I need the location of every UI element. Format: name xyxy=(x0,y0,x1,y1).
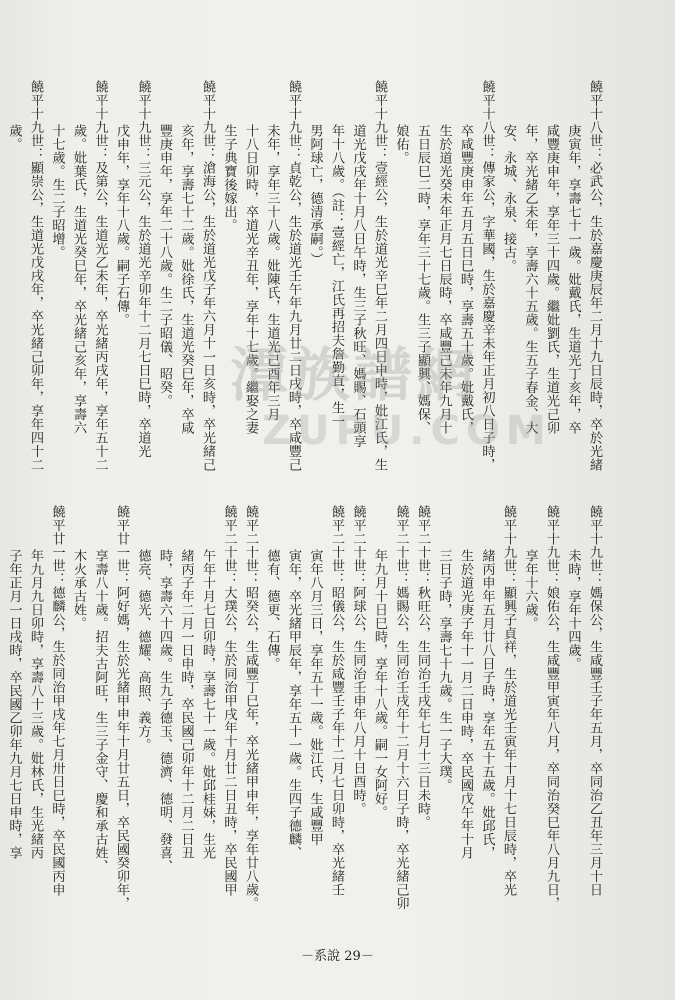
genealogy-entry xyxy=(132,505,240,945)
genealogy-entry xyxy=(154,80,219,500)
entry-line: 十七歲。生二子昭增。 xyxy=(49,123,65,259)
entry-line: 饒平十九世：及第公，生道光乙未年，卒光緒丙戌年，享年五十二 xyxy=(92,80,108,472)
entry-line: 歲。妣葉氏，生道光癸巳年，卒光緒己亥年，享壽六 xyxy=(71,123,86,435)
lower-entries xyxy=(3,505,605,945)
entry-line: 年十八歲。（註：壹經亡，江氏再招夫詹勤直，生一 xyxy=(329,123,344,428)
entry-line: 饒平廿一世：阿好媽，生於光緒甲申年十月廿五日，卒民國癸卯年， xyxy=(114,505,129,910)
entry-line: 午年十月七日卯時，享壽七十一歲。妣邱桂妹，生光 xyxy=(200,548,215,860)
genealogy-entry xyxy=(261,505,347,945)
entry-line: 三日子時，享壽七十九歲。生一子大璞。 xyxy=(436,548,452,792)
entry-line: 饒平十九世：壹經公，生於道光辛巳年二月四日申時，妣江氏，生 xyxy=(372,80,387,472)
entry-line: 咸豐庚申年，享年三十四歲。繼妣劉氏，生道光己卯 xyxy=(544,123,559,435)
entry-line: 饒平二十世：阿球公，生同治壬申年八月十日酉時。 xyxy=(350,505,366,816)
entry-line: 戊申年，享年十八歲。嗣子石傳。 xyxy=(114,123,129,327)
entry-line: 年九月十日巳時，享年十八歲。嗣一女阿好。 xyxy=(372,548,387,819)
entry-line: 豐庚申年，享年二十八歲。生二子昭儀、昭癸。 xyxy=(157,123,172,408)
entry-line: 木火承古姓。 xyxy=(71,548,86,630)
entry-line: 饒平廿一世：德麟公，生於同治甲戌年七月卅日巳時，卒民國丙申 xyxy=(49,505,65,897)
entry-line: 年九月九日卯時，享壽八十三歲。妣林氏，生光緒丙 xyxy=(28,548,43,860)
entry-line: 未時，享年十四歲。 xyxy=(565,548,581,671)
entry-line: 享壽八十歲。招夫古阿旺，生三子金守、慶和承古姓、 xyxy=(92,548,108,873)
genealogy-entry xyxy=(46,80,111,500)
entry-line: 生於道光癸未年正月七日辰時，卒咸豐己未年九月十 xyxy=(436,123,452,435)
entry-line: 德有、德更、石傳。 xyxy=(264,548,280,671)
entry-line: 道光戊戌年十月八日午時，生三子秋旺、媽賜、石頭享 xyxy=(350,123,366,448)
genealogy-entry xyxy=(412,505,434,945)
entry-line: 卒咸豐庚申年五月五日巳時，享壽五十歲。妣戴氏， xyxy=(458,123,473,435)
entry-line: 庚寅年，享壽七十一歲。妣戴氏，生道光丁亥年，卒 xyxy=(565,123,581,435)
watermark-text: 潭族譜網 xyxy=(230,341,479,409)
entry-line: 饒平十九世：貞乾公，生於道光壬午年九月廿二日戌時，卒咸豐己 xyxy=(286,80,301,472)
entry-line: 年，卒光緒乙未年，享壽六十五歲。生五子春金、大 xyxy=(522,123,538,435)
entry-line: 饒平十八世：傳家公，字華國，生於嘉慶辛未年正月初八日子時， xyxy=(479,80,495,472)
genealogy-entry xyxy=(562,505,605,945)
entry-line: 寅年八月三日，享年五十一歲。妣江氏，生咸豐甲 xyxy=(307,548,323,846)
entry-line: 饒平十九世：顯崇公，生道光戊戌年，卒光緒己卯年，享年四十二 xyxy=(28,80,43,472)
genealogy-entry xyxy=(111,80,154,500)
genealogy-entry xyxy=(433,505,519,945)
watermark-url: ZUPU.COM xyxy=(262,408,552,454)
entry-line: 未年，享年三十八歲。妣陳氏，生道光己酉年三月 xyxy=(264,123,280,421)
genealogy-entry xyxy=(519,505,562,945)
entry-line: 緒丙子年二月一日申時，卒民國己卯年十二月二日丑 xyxy=(178,548,194,860)
genealogy-entry xyxy=(369,505,412,945)
entry-line: 饒平十九世：三元公，生於道光辛卯年十二月七日巳時，卒道光 xyxy=(135,80,151,458)
entry-line: 十八日卯時，卒道光辛丑年，享年十七歲。繼娶之妻 xyxy=(243,123,258,435)
entry-line: 饒平二十世：大璞公，生於同治甲戌年十月廿二日丑時，卒民國甲 xyxy=(221,505,237,897)
genealogy-entry xyxy=(3,505,68,945)
entry-line: 饒平二十世：昭儀公，生於咸豐壬子年十二月七日卯時，卒光緒壬 xyxy=(329,505,344,897)
entry-line: 饒平二十世：昭癸公，生咸豐丁巳年，卒光緒甲申年，享年廿八歲。 xyxy=(243,505,258,910)
entry-line: 饒平十八世：必武公，生於嘉慶庚辰年二月十九日辰時，卒於光緒 xyxy=(587,80,602,472)
entry-line: 歲。 xyxy=(6,123,22,151)
entry-line: 饒平二十世：秋旺公，生同治壬戌年七月十三日未時。 xyxy=(415,505,430,829)
page-footer: －系說 29－ xyxy=(301,949,374,964)
entry-line: 生子典寶後嫁出。 xyxy=(221,123,237,232)
genealogy-entry xyxy=(347,505,369,945)
entry-line: 亥年，享壽七十二歲。妣徐氏，生道光癸巳年，卒咸 xyxy=(178,123,194,435)
entry-line: 饒平十九世：滄海公，生於道光戊子年六月十一日亥時，卒光緒己 xyxy=(200,80,215,472)
entry-line: 生於道光庚子年十一月二日申時，卒民國戊午年十月 xyxy=(458,548,473,860)
entry-line: 五日辰巳二時，享年三十七歲。生三子顯興、媽保、 xyxy=(415,123,430,435)
entry-line: 饒平十九世：娘佑公，生咸豐甲寅年八月，卒同治癸巳年八月九日， xyxy=(544,505,559,910)
genealogy-entry xyxy=(240,505,262,945)
entry-line: 德亮、德光、德耀、高照、義方。 xyxy=(135,548,151,752)
entry-line: 安、永城、永泉、接古。 xyxy=(501,123,516,273)
entry-line: 饒平十九世：顯興子貞祥，生於道光壬寅年十月十七日辰時，卒光 xyxy=(501,505,516,897)
entry-line: 子年正月一日戌時，卒民國乙卯年九月七日申時，享 xyxy=(6,548,22,860)
entry-line: 饒平二十世：媽賜公，生同治壬戌年十二月十六日子時，卒光緒己卯 xyxy=(393,505,409,910)
entry-line: 饒平十九世：媽保公，生咸豐壬子年五月，卒同治乙丑年三月十日 xyxy=(587,505,602,897)
entry-line: 時，享壽六十四歲。生九子德玉、德濟、德明、發喜、 xyxy=(157,548,172,873)
entry-line: 寅年，卒光緒甲辰年，享年五十一歲。生四子德麟、 xyxy=(286,548,301,860)
genealogy-entry xyxy=(68,505,133,945)
entry-line: 緒丙申年五月廿八日子時，享年五十五歲。妣邱氏， xyxy=(479,548,495,860)
entry-line: 娘佑。 xyxy=(393,123,409,165)
genealogy-entry xyxy=(3,80,46,500)
entry-line: 男阿球亡，德清承嗣。） xyxy=(307,123,323,266)
entry-line: 享年十六歲。 xyxy=(522,548,538,630)
